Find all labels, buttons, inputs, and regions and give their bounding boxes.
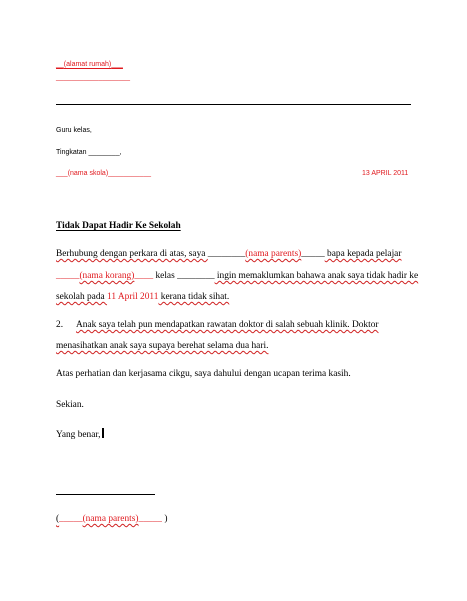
paragraph2-number: 2. <box>56 320 64 330</box>
address-blank-suffix: ___ <box>111 61 123 68</box>
p1-l3-text-b: kerana tidak sihat. <box>158 292 230 302</box>
p1-blank2: _____ <box>301 249 325 259</box>
form-line-end: , <box>119 149 122 156</box>
closing-text: Yang benar, <box>56 430 101 440</box>
closing-sekian: Sekian. <box>56 400 84 410</box>
paragraph1-line3 <box>56 292 229 302</box>
recipient-form-line <box>56 149 122 156</box>
p1-l2-blank: _____ <box>56 271 80 281</box>
sig-blank2: _____ <box>138 514 162 524</box>
form-blank: ________ <box>88 149 120 156</box>
sig-blank: _____ <box>59 514 83 524</box>
home-address-placeholder: (alamat rumah) <box>63 61 112 68</box>
school-blank-prefix: ___ <box>56 170 68 177</box>
letter-subject: Tidak Dapat Hadir Ke Sekolah <box>56 221 181 231</box>
absence-date: 11 April 2011 <box>107 292 159 302</box>
paragraph3: Atas perhatian dan kerjasama cikgu, saya dahului dengan ucapan terima kasih. <box>56 369 351 379</box>
p1-l2-blank2: ____ <box>134 271 154 281</box>
p1-text-b: bapa kepada pelajar <box>324 249 402 259</box>
p1-l3-text-a: sekolah pada <box>56 292 108 302</box>
child-name-placeholder: (nama korang) <box>79 271 135 281</box>
paragraph2-line1: Anak saya telah pun mendapatkan rawatan doktor di salah sebuah klinik. Doktor <box>76 320 379 330</box>
sig-close-paren: ) <box>161 514 168 524</box>
recipient-title: Guru kelas, <box>56 127 92 134</box>
p1-text-a: Berhubung dengan perkara di atas, saya <box>56 249 208 259</box>
signature-name-line <box>56 514 167 524</box>
letter-date: 13 APRIL 2011 <box>362 170 409 177</box>
school-name-placeholder: (nama skola) <box>67 170 109 177</box>
parent-name-placeholder: (nama parents) <box>245 249 302 259</box>
p1-l2-text-a: kelas <box>153 271 178 281</box>
sig-open-paren: ( <box>56 514 60 524</box>
closing-yang-benar <box>56 428 104 440</box>
text-cursor <box>102 428 104 438</box>
form-label: Tingkatan <box>56 149 87 156</box>
header-separator-line <box>56 104 411 105</box>
signature-line <box>56 494 155 495</box>
address-blank-prefix: __ <box>56 61 64 68</box>
p1-l2-text-b: ingin memaklumkan bahawa anak saya tidak hadir ke <box>214 271 419 281</box>
p1-blank: ________ <box>207 249 246 259</box>
school-name-line <box>56 170 151 177</box>
class-blank: ________ <box>177 271 215 281</box>
address-second-line: ___________________ <box>56 74 130 81</box>
paragraph2-line2: menasihatkan anak saya supaya berehat selama dua hari. <box>56 341 269 351</box>
paragraph1-line2 <box>56 271 418 281</box>
paragraph1-line1 <box>56 249 401 259</box>
home-address-line <box>56 61 123 68</box>
signature-name-placeholder: (nama parents) <box>82 514 139 524</box>
school-blank-suffix: ___________ <box>108 170 151 177</box>
